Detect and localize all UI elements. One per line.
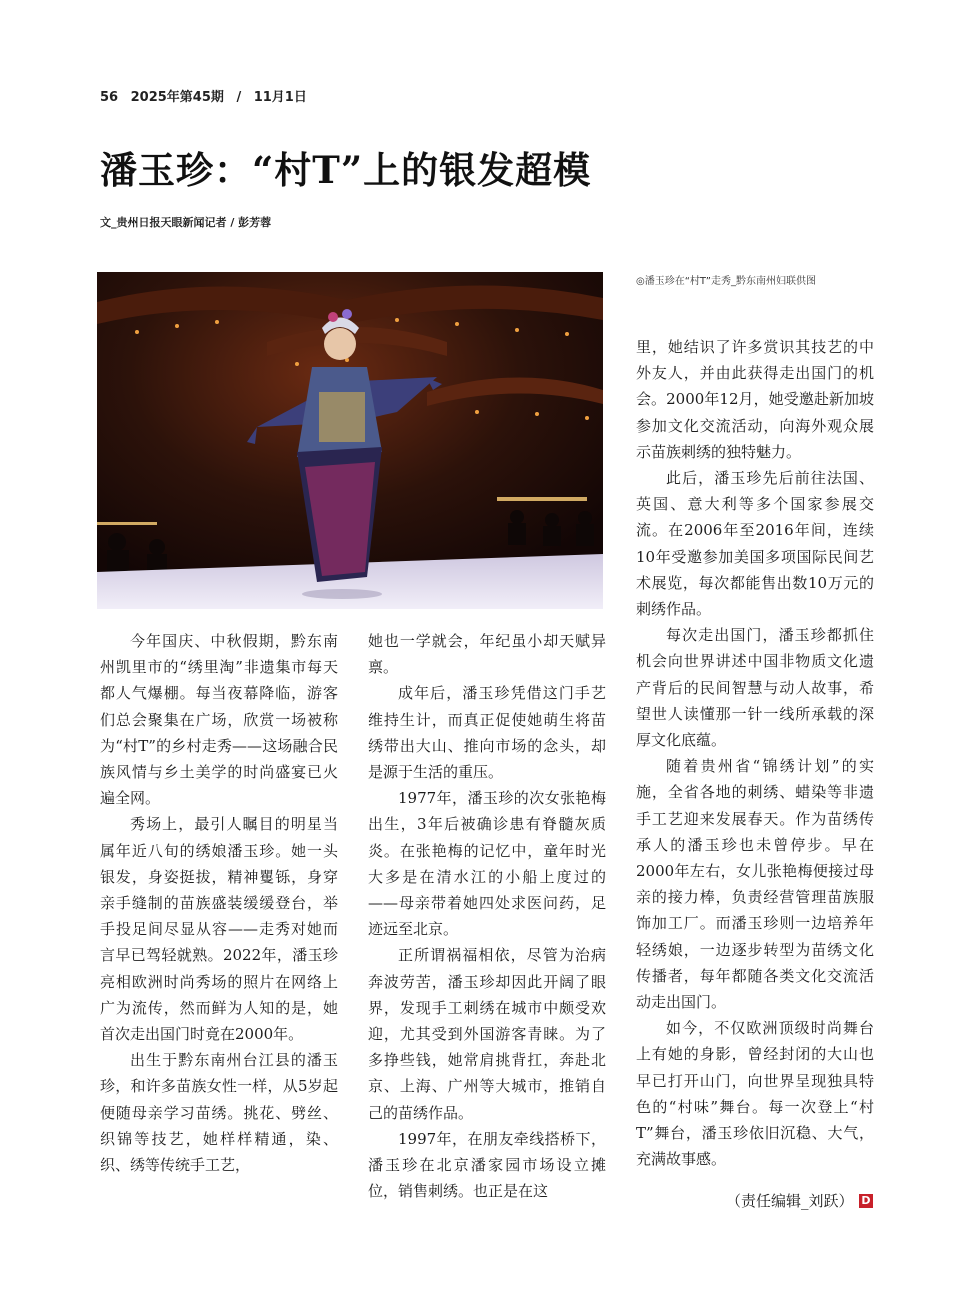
paragraph-continuation: 她也一学就会，年纪虽小却天赋异禀。 [368, 632, 606, 677]
paragraph: 成年后，潘玉珍凭借这门手艺维持生计，而真正促使她萌生将苗绣带出大山、推向市场的念头，却是源于生活的重压。 [368, 684, 606, 782]
article-column-3 [636, 334, 874, 1173]
header-separator: / [236, 90, 242, 105]
issue-date: 11月1日 [253, 90, 307, 105]
page-header [100, 86, 315, 105]
article-title: 潘玉珍：“村T”上的银发超模 [100, 148, 592, 192]
paragraph: 此后，潘玉珍先后前往法国、英国、意大利等多个国家参展交流。在2006年至2016年间，连续10年受邀参加美国多项国际民间艺术展览，每次都能售出数10万元的刺绣作品。 [636, 469, 874, 619]
article-column-1 [100, 628, 338, 1178]
responsible-editor: （责任编辑_刘跃） [726, 1192, 854, 1210]
paragraph: 1977年，潘玉珍的次女张艳梅出生，3年后被确诊患有脊髓灰质炎。在张艳梅的记忆中，童年时光大多是在清水江的小船上度过的——母亲带着她四处求医问药，足迹远至北京。 [368, 789, 606, 939]
paragraph-continuation: 里，她结识了许多赏识其技艺的中外友人，并由此获得走出国门的机会。2000年12月，她受邀赴新加坡参加文化交流活动，向海外观众展示苗族刺绣的独特魅力。 [636, 338, 874, 461]
article-photo [97, 272, 603, 609]
article-column-2 [368, 628, 606, 1204]
runway-photo-illustration [97, 272, 603, 609]
end-mark-icon: D [859, 1194, 873, 1208]
page-number: 56 [100, 90, 119, 105]
paragraph: 随着贵州省“锦绣计划”的实施，全省各地的刺绣、蜡染等非遗手工艺迎来发展春天。作为苗绣传承人的潘玉珍也未曾停步。早在2000年左右，女儿张艳梅便接过母亲的接力棒，负责经营管理苗族服饰加工厂。而潘玉珍则一边培养年轻绣娘，一边逐步转型为苗绣文化传播者，每年都随各类文化交流活动走出国门。 [636, 757, 874, 1012]
paragraph: 秀场上，最引人瞩目的明星当属年近八旬的绣娘潘玉珍。她一头银发，身姿挺拔，精神矍铄，身穿亲手缝制的苗族盛装缓缓登台，举手投足间尽显从容——走秀对她而言早已驾轻就熟。2022年，潘玉珍亮相欧洲时尚秀场的照片在网络上广为流传，然而鲜为人知的是，她首次走出国门时竟在2000年。 [100, 815, 338, 1044]
paragraph: 1997年，在朋友牵线搭桥下，潘玉珍在北京潘家园市场设立摊位，销售刺绣。也正是在这 [368, 1129, 606, 1201]
issue-label: 2025年第45期 [130, 90, 224, 105]
paragraph: 今年国庆、中秋假期，黔东南州凯里市的“绣里淘”非遗集市每天都人气爆棚。每当夜幕降临，游客们总会聚集在广场，欣赏一场被称为“村T”的乡村走秀——这场融合民族风情与乡土美学的时尚盛宴已火遍全网。 [100, 632, 338, 808]
paragraph: 正所谓祸福相依，尽管为治病奔波劳苦，潘玉珍却因此开阔了眼界，发现手工刺绣在城市中颇受欢迎，尤其受到外国游客青睐。为了多挣些钱，她常肩挑背扛，奔赴北京、上海、广州等大城市，推销自己的苗绣作品。 [368, 946, 606, 1122]
paragraph: 每次走出国门，潘玉珍都抓住机会向世界讲述中国非物质文化遗产背后的民间智慧与动人故事，希望世人读懂那一针一线所承载的深厚文化底蕴。 [636, 626, 874, 750]
paragraph: 出生于黔东南州台江县的潘玉珍，和许多苗族女性一样，从5岁起便随母亲学习苗绣。挑花、劈丝、织锦等技艺，她样样精通，染、织、绣等传统手工艺， [100, 1051, 338, 1175]
photo-caption: ◎潘玉珍在“村T”走秀_黔东南州妇联供图 [636, 276, 816, 287]
article-byline: 文_贵州日报天眼新闻记者 / 彭芳蓉 [100, 216, 272, 229]
paragraph: 如今，不仅欧洲顶级时尚舞台上有她的身影，曾经封闭的大山也早已打开山门，向世界呈现独具特色的“村味”舞台。每一次登上“村T”舞台，潘玉珍依旧沉稳、大气，充满故事感。 [636, 1019, 874, 1169]
